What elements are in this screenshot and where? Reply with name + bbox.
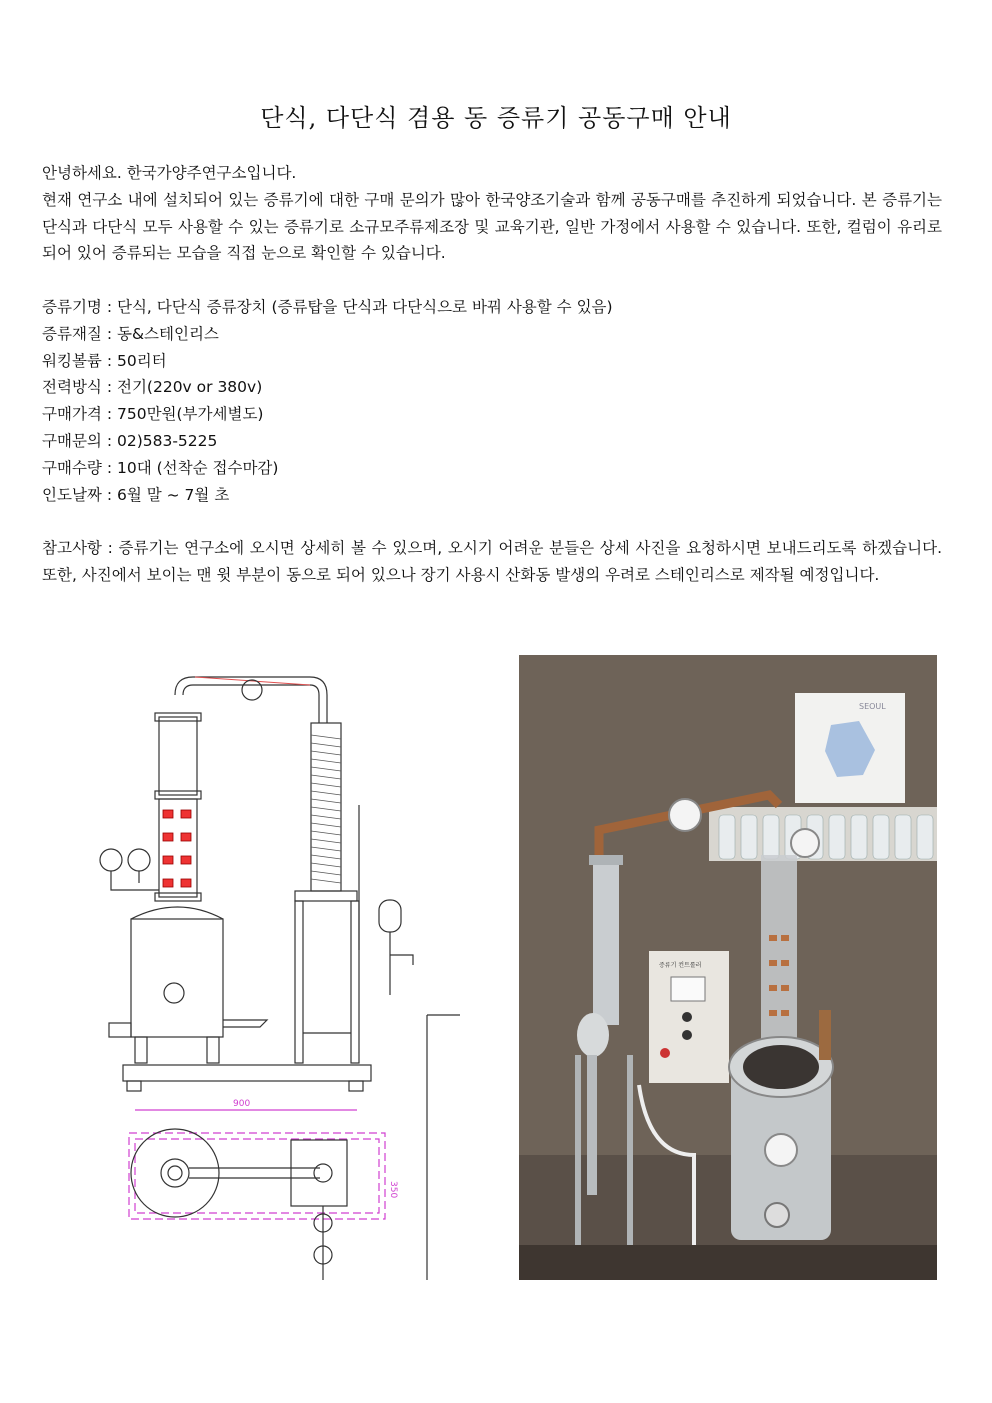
spec-row: 증류기명 : 단식, 다단식 증류장치 (증류탑을 단식과 다단식으로 바꿔 사용할 수 있음) (42, 297, 613, 316)
dimension-depth-label: 350 (388, 1181, 398, 1199)
poster-text: SEOUL (859, 702, 886, 711)
spec-row: 워킹볼륨 : 50리터 (42, 351, 167, 370)
technical-drawing (95, 655, 465, 1280)
spec-row: 구매가격 : 750만원(부가세별도) (42, 405, 264, 424)
spec-row: 증류재질 : 동&스테인리스 (42, 324, 219, 343)
intro-greeting: 안녕하세요. 한국가양주연구소입니다. (42, 164, 297, 182)
spec-row: 전력방식 : 전기(220v or 380v) (42, 378, 263, 397)
distiller-photo (519, 655, 937, 1280)
intro-paragraph: 현재 연구소 내에 설치되어 있는 증류기에 대한 구매 문의가 많아 한국양조기술과 함께 공동구매를 추진하게 되었습니다. 본 증류기는 단식과 다단식 모두 사용할 수 있는 증류기로 소규모주류제조장 및 교육기관, 일반 가정에서 사용할 수 있습니다. 또한, 컬럼이 유리로 되어 있어 증류되는 모습을 직접 눈으로 확인할 수 있습니다. (42, 190, 942, 263)
spec-row: 구매수량 : 10대 (선착순 접수마감) (42, 458, 279, 477)
dimension-width-label: 900 (233, 1099, 251, 1109)
spec-row: 구매문의 : 02)583-5225 (42, 431, 218, 450)
spec-list (42, 294, 942, 508)
panel-title: 증류기 컨트롤러 (659, 962, 702, 969)
spec-row: 인도날짜 : 6월 말 ~ 7월 초 (42, 485, 230, 504)
note-paragraph: 참고사항 : 증류기는 연구소에 오시면 상세히 볼 수 있으며, 오시기 어려운 분들은 상세 사진을 요청하시면 보내드리도록 하겠습니다. 또한, 사진에서 보이는 맨 윗 부분이 동으로 되어 있으나 장기 사용시 산화동 발생의 우려로 스테인리스로 제작될 예정입니다. (42, 539, 942, 584)
page-title: 단식, 다단식 겸용 동 증류기 공동구매 안내 (260, 104, 732, 132)
document-body (42, 160, 942, 589)
